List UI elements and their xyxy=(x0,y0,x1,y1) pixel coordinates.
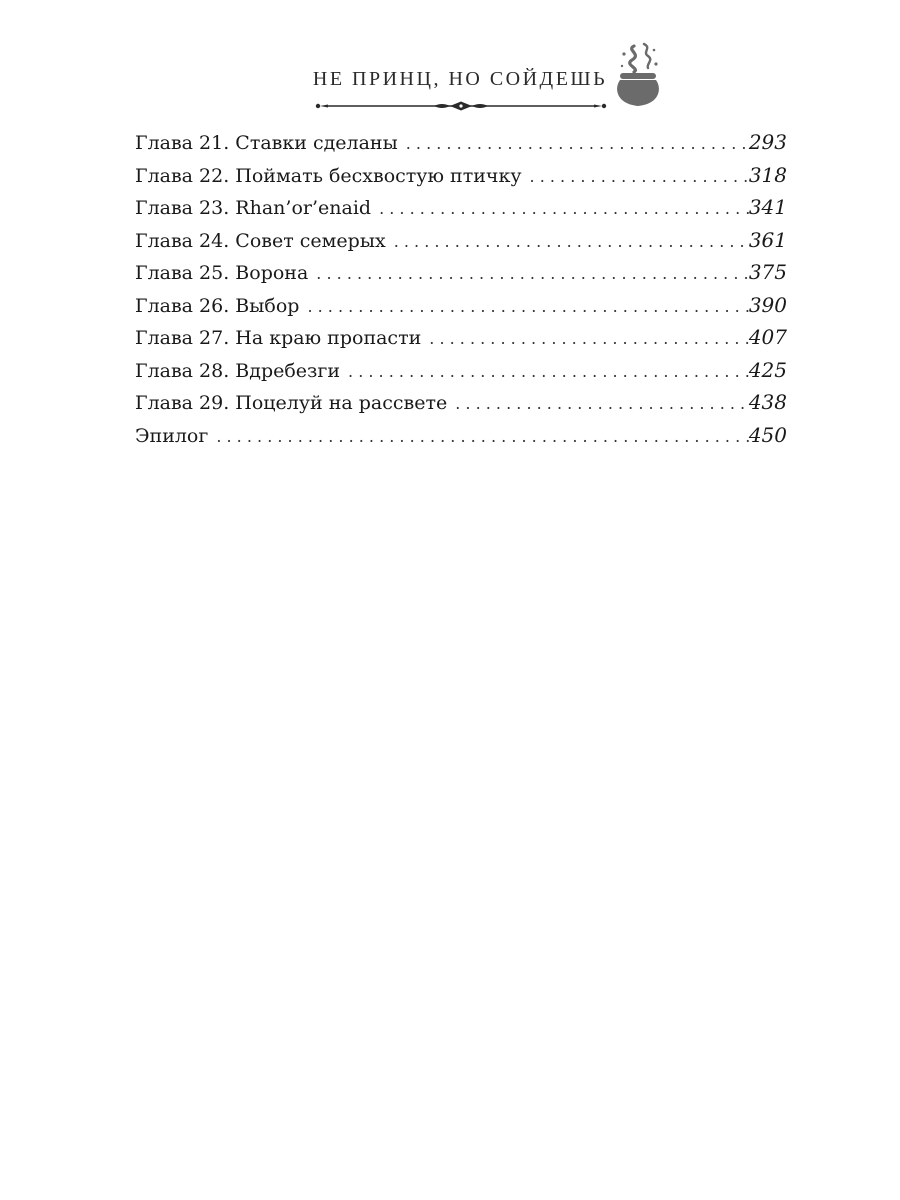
toc-entry-title: Эпилог xyxy=(135,424,209,447)
cauldron-icon xyxy=(612,40,664,110)
toc-entry xyxy=(135,325,787,358)
toc-entry-title: Глава 22. Поймать бесхвостую птичку xyxy=(135,164,522,187)
toc-entry-page-number: 425 xyxy=(748,357,787,382)
toc-entry-page-number: 407 xyxy=(748,325,787,349)
toc-entry xyxy=(135,195,787,228)
book-title: НЕ ПРИНЦ, НО СОЙДЕШЬ xyxy=(312,68,608,90)
toc-entry-page-number: 438 xyxy=(748,390,787,414)
toc-entry-page-number: 361 xyxy=(748,227,787,252)
toc-entry xyxy=(135,130,787,163)
toc-dot-leader xyxy=(530,167,749,186)
toc-dot-leader xyxy=(216,427,748,446)
toc-entry xyxy=(135,163,787,196)
decorative-divider xyxy=(314,97,608,115)
toc-entry xyxy=(135,228,787,261)
toc-entry-page-number: 341 xyxy=(748,195,787,219)
table-of-contents xyxy=(135,130,787,455)
toc-dot-leader xyxy=(379,199,749,218)
running-header xyxy=(0,0,900,120)
toc-entry-page-number: 375 xyxy=(748,260,787,284)
toc-dot-leader xyxy=(348,362,749,381)
toc-dot-leader xyxy=(394,232,749,251)
toc-entry-title: Глава 21. Ставки сделаны xyxy=(135,132,398,154)
toc-entry-title: Глава 29. Поцелуй на рассвете xyxy=(135,392,448,414)
toc-entry xyxy=(135,293,787,326)
toc-entry xyxy=(135,423,787,456)
toc-entry-page-number: 293 xyxy=(748,130,787,154)
toc-dot-leader xyxy=(307,297,748,316)
toc-entry xyxy=(135,390,787,423)
toc-dot-leader xyxy=(316,264,749,283)
toc-entry-title: Глава 28. Вдребезги xyxy=(135,359,341,382)
toc-entry-title: Глава 26. Выбор xyxy=(135,294,300,317)
toc-entry xyxy=(135,358,787,391)
toc-entry-page-number: 318 xyxy=(748,162,787,187)
toc-entry xyxy=(135,260,787,293)
toc-entry-page-number: 390 xyxy=(748,292,787,317)
toc-entry-title: Глава 25. Ворона xyxy=(135,262,309,284)
toc-dot-leader xyxy=(429,329,749,348)
toc-entry-title: Глава 24. Совет семерых xyxy=(135,229,386,252)
toc-entry-title: Глава 23. Rhan’or’enaid xyxy=(135,197,372,219)
toc-entry-title: Глава 27. На краю пропасти xyxy=(135,327,422,349)
toc-entry-page-number: 450 xyxy=(748,422,787,447)
toc-dot-leader xyxy=(455,394,749,413)
toc-dot-leader xyxy=(406,134,749,153)
